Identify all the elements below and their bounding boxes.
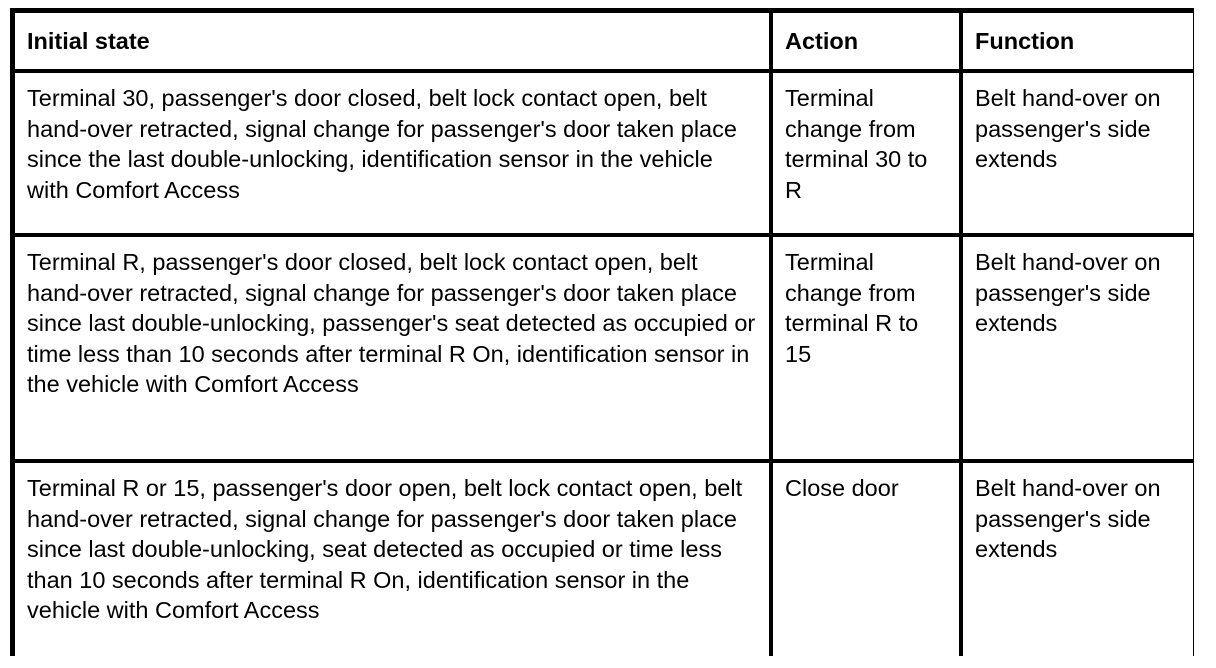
- cell-initial-state: Terminal 30, passenger's door closed, belt lock contact open, belt hand-over retracted, signal change for passenger's door taken place since the last double-unlocking, identification sensor in the vehicle with Comfort Access: [15, 73, 769, 233]
- header-action: Action: [773, 13, 959, 69]
- function-table-frame: [10, 8, 1194, 656]
- table-header-row: [15, 13, 1193, 69]
- cell-initial-state: Terminal R, passenger's door closed, belt lock contact open, belt hand-over retracted, signal change for passenger's door taken place since last double-unlocking, passenger's seat detected as occupied or time less than 10 seconds after terminal R On, identification sensor in the vehicle with Comfort Access: [15, 237, 769, 459]
- cell-function: Belt hand-over on passenger's side extends: [963, 237, 1193, 459]
- table-row: [15, 237, 1193, 459]
- cell-initial-state: Terminal R or 15, passenger's door open, belt lock contact open, belt hand-over retracted, signal change for passenger's door taken place since last double-unlocking, seat detected as occupied or time less than 10 seconds after terminal R On, identification sensor in the vehicle with Comfort Access: [15, 463, 769, 657]
- cell-action: Terminal change from terminal R to 15: [773, 237, 959, 459]
- cell-action: Close door: [773, 463, 959, 657]
- header-initial-state: Initial state: [15, 13, 769, 69]
- header-function: Function: [963, 13, 1193, 69]
- function-table: [11, 9, 1197, 661]
- cell-function: Belt hand-over on passenger's side extends: [963, 463, 1193, 657]
- table-row: [15, 463, 1193, 657]
- cell-action: Terminal change from terminal 30 to R: [773, 73, 959, 233]
- table-row: [15, 73, 1193, 233]
- cell-function: Belt hand-over on passenger's side extends: [963, 73, 1193, 233]
